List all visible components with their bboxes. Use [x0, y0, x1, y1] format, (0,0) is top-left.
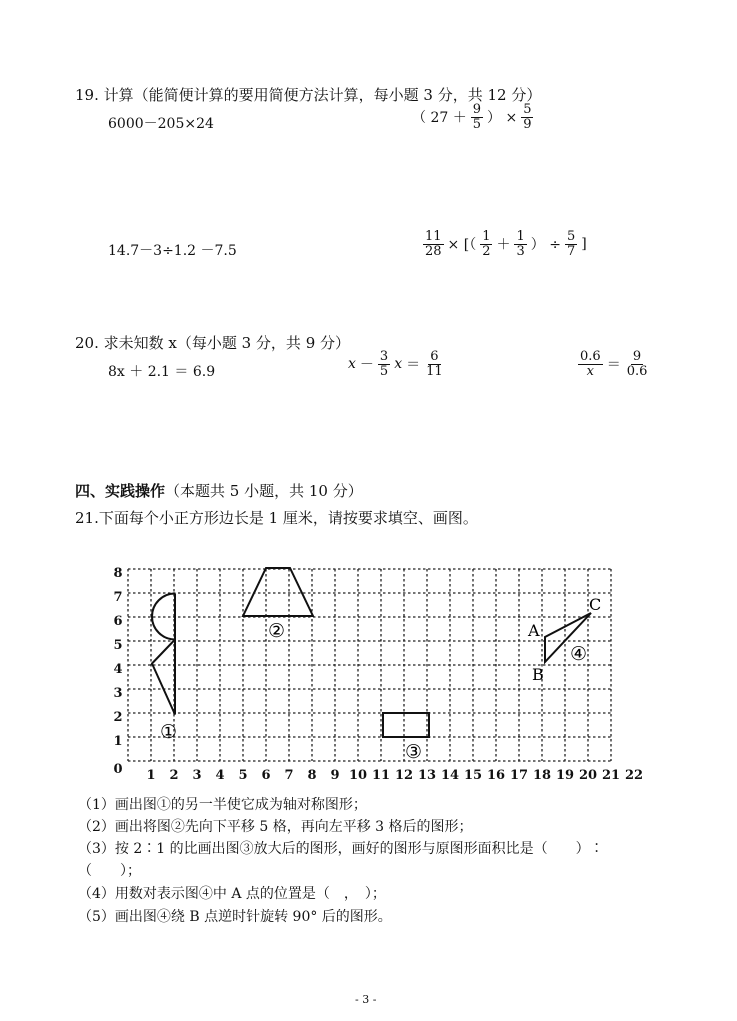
- shape-label-2: ②: [268, 620, 286, 642]
- x-tick-label: 8: [307, 768, 317, 783]
- fraction: $\frac{9}{5}$: [472, 102, 481, 132]
- section-subtitle: （本题共 5 小题，共 10 分）: [165, 482, 363, 500]
- variable-x: x: [394, 356, 403, 373]
- q20-expr-1: 8x ＋ 2.1 ＝ 6.9: [108, 364, 216, 380]
- expr-text: ＝: [606, 357, 621, 374]
- x-tick-label: 14: [440, 768, 460, 783]
- q21-item-3-cont: （ ）；: [78, 863, 141, 879]
- x-tick-label: 18: [532, 768, 552, 783]
- x-tick-label: 13: [417, 768, 437, 783]
- q21-item-4: （4）用数对表示图④中 A 点的位置是（ ， ）；: [78, 886, 386, 902]
- q21-item-5: （5）画出图④绕 B 点逆时针旋转 90° 后的图形。: [78, 909, 392, 925]
- x-tick-label: 12: [394, 768, 414, 783]
- point-label-b: B: [532, 665, 544, 684]
- section-4-heading: [75, 480, 363, 501]
- y-tick-label: 7: [113, 590, 123, 605]
- expr-text: ＋: [496, 237, 511, 254]
- x-tick-label: 2: [169, 768, 179, 783]
- variable-x: x: [348, 356, 356, 373]
- expr-text: × [（: [447, 237, 477, 254]
- x-tick-label: 10: [348, 768, 368, 783]
- x-tick-label: 5: [238, 768, 248, 783]
- expr-text: －: [359, 357, 374, 374]
- q20-header: 20. 求未知数 x（每小题 3 分，共 9 分）: [75, 334, 351, 352]
- q19-expr-2: [412, 103, 533, 131]
- q21-item-2: （2）画出将图②先向下平移 5 格，再向左平移 3 格后的图形；: [78, 819, 473, 835]
- q19-expr-4: [423, 230, 587, 258]
- fraction: $\frac{1}{3}$: [516, 229, 525, 259]
- expr-text: ＝: [406, 357, 421, 374]
- q21-item-3: （3）按 2∶1 的比画出图③放大后的图形，画好的图形与原图形面积比是（ ）∶: [78, 841, 604, 857]
- x-tick-label: 17: [509, 768, 529, 783]
- shape-3-rectangle: [383, 713, 429, 737]
- shape-2-trapezoid: [243, 568, 313, 616]
- expr-text: （ 27 ＋: [412, 110, 467, 127]
- shape-1: [152, 594, 175, 715]
- y-tick-label: 1: [113, 734, 123, 749]
- y-tick-label: 4: [113, 662, 123, 677]
- q21-item-1: （1）画出图①的另一半使它成为轴对称图形；: [78, 797, 367, 813]
- fraction: $\frac{6}{11}$: [426, 349, 443, 379]
- x-tick-label: 3: [192, 768, 202, 783]
- y-tick-label: 3: [113, 686, 123, 701]
- y-tick-label: 8: [113, 566, 123, 581]
- fraction: $\frac{0.6}{x}$: [580, 349, 601, 379]
- shape-label-4: ④: [570, 643, 588, 665]
- shape-1-zigzag: [152, 640, 175, 715]
- page-number: - 3 -: [355, 993, 377, 1006]
- y-tick-label: 2: [113, 710, 123, 725]
- expr-text: ） ×: [487, 110, 518, 127]
- x-tick-label: 19: [555, 768, 575, 783]
- q21-header: 21.下面每个小正方形边长是 1 厘米，请按要求填空、画图。: [75, 509, 478, 527]
- point-label-a: A: [528, 621, 540, 640]
- y-tick-label: 5: [113, 638, 123, 653]
- x-tick-label: 6: [261, 768, 271, 783]
- axis-labels: [113, 566, 643, 783]
- q20-expr-3: [578, 350, 649, 378]
- fraction: $\frac{5}{7}$: [566, 229, 576, 259]
- fraction: $\frac{5}{9}$: [523, 102, 532, 132]
- section-title: 四、实践操作: [75, 482, 166, 500]
- q20-expr-2: [348, 350, 445, 378]
- x-tick-label: 15: [463, 768, 483, 783]
- x-tick-label: 9: [330, 768, 340, 783]
- x-tick-label: 20: [578, 768, 598, 783]
- q19-expr-1: 6000－205×24: [108, 116, 214, 132]
- x-tick-label: 7: [284, 768, 294, 783]
- x-tick-label: 1: [146, 768, 156, 783]
- x-tick-label: 22: [624, 768, 644, 783]
- q19-expr-3: 14.7－3÷1.2 －7.5: [108, 243, 237, 259]
- expr-text: ]: [581, 236, 587, 253]
- q19-header: 19. 计算（能简便计算的要用简便方法计算，每小题 3 分，共 12 分）: [75, 86, 542, 104]
- shape-label-3: ③: [405, 741, 423, 763]
- y-tick-label: 6: [113, 614, 123, 629]
- origin-label: 0: [113, 762, 123, 777]
- x-tick-label: 11: [371, 768, 391, 783]
- x-tick-label: 21: [601, 768, 621, 783]
- fraction: $\frac{1}{2}$: [482, 229, 491, 259]
- grid-figure: [100, 555, 660, 785]
- x-tick-label: 16: [486, 768, 506, 783]
- point-label-c: C: [589, 595, 602, 614]
- x-tick-label: 4: [215, 768, 225, 783]
- shape-label-1: ①: [160, 721, 178, 743]
- fraction: $\frac{9}{0.6}$: [626, 349, 648, 379]
- fraction: $\frac{3}{5}$: [379, 349, 389, 379]
- expr-text: ） ÷: [530, 237, 561, 254]
- fraction: $\frac{11}{28}$: [425, 229, 442, 259]
